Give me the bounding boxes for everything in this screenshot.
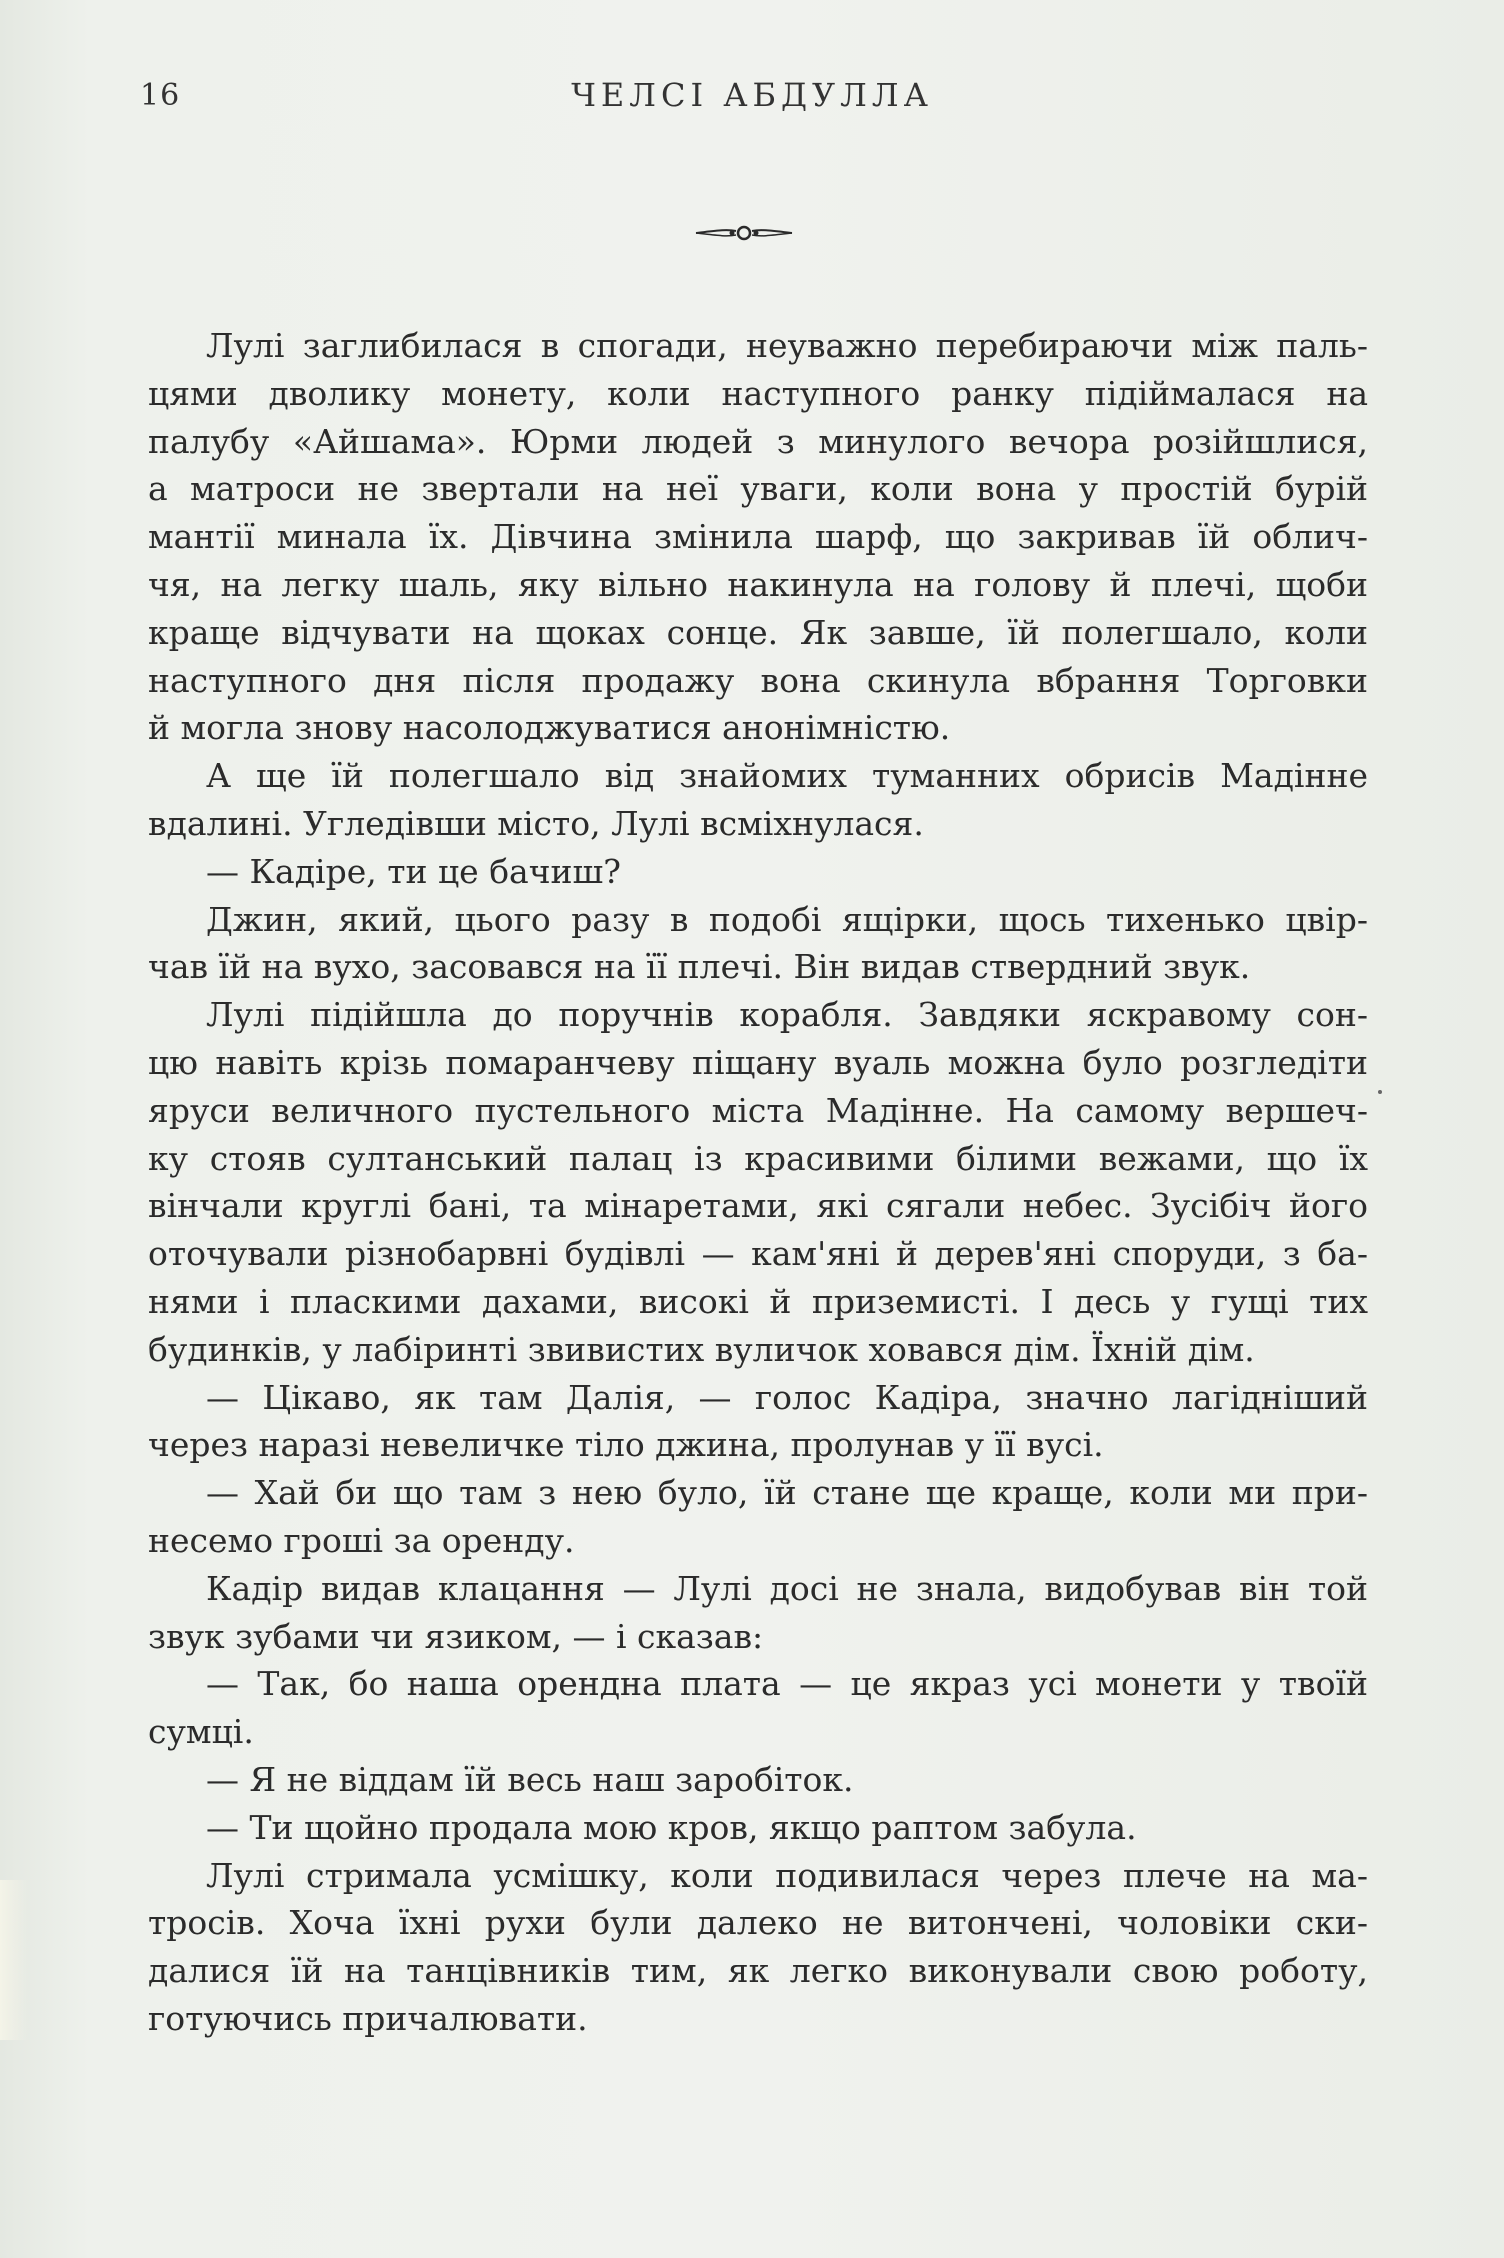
text-line: Кадір видав клацання — Лулі досі не знала, видобував він той [206, 1568, 1368, 1608]
print-speck [1378, 1090, 1382, 1094]
page-edge-shade [0, 1880, 28, 2040]
text-line: будинків, у лабіринті звивистих вуличок ховався дім. Їхній дім. [148, 1329, 1255, 1369]
text-line: — Кадіре, ти це бачиш? [206, 851, 621, 891]
text-line: краще відчувати на щоках сонце. Як завше, їй полегшало, коли [148, 612, 1368, 652]
text-line: — Ти щойно продала мою кров, якщо раптом забула. [206, 1807, 1137, 1847]
text-line: цю навіть крізь помаранчеву піщану вуаль можна було розгледіти [148, 1042, 1368, 1082]
running-title: ЧЕЛСІ АБДУЛЛА [571, 76, 933, 114]
text-line: А ще їй полегшало від знайомих туманних обрисів Мадінне [206, 756, 1368, 796]
text-line: оточували різнобарвні будівлі — кам'яні й дерев'яні споруди, з ба- [148, 1234, 1368, 1274]
text-line: Джин, який, цього разу в подобі ящірки, щось тихенько цвір- [206, 899, 1368, 939]
text-line: несемо гроші за оренду. [148, 1520, 575, 1560]
text-line: вдалині. Угледівши місто, Лулі всміхнулася. [148, 803, 924, 843]
text-line: через наразі невеличке тіло джина, пролунав у її вусі. [148, 1425, 1104, 1465]
text-line: сумці. [148, 1712, 254, 1752]
text-line: яруси величного пустельного міста Мадінне. На самому вершеч- [148, 1090, 1368, 1130]
text-line: ку стояв султанський палац із красивими білими вежами, що їх [148, 1138, 1368, 1178]
text-line: далися їй на танцівників тим, як легко виконували свою роботу, [148, 1951, 1368, 1991]
text-line: чя, на легку шаль, яку вільно накинула на голову й плечі, щоби [148, 564, 1368, 604]
text-line: — Так, бо наша орендна плата — це якраз усі монети у твоїй [206, 1664, 1368, 1704]
text-line: цями дволику монету, коли наступного ранку підіймалася на [148, 373, 1368, 413]
body-text [148, 322, 1368, 2043]
text-line: палубу «Айшама». Юрми людей з минулого вечора розійшлися, [148, 421, 1368, 461]
text-line: звук зубами чи язиком, — і сказав: [148, 1616, 764, 1656]
text-line: — Хай би що там з нею було, їй стане ще краще, коли ми при- [206, 1473, 1368, 1513]
text-line: — Цікаво, як там Далія, — голос Кадіра, значно лагідніший [206, 1377, 1368, 1417]
text-line: Лулі підійшла до поручнів корабля. Завдяки яскравому сон- [206, 995, 1368, 1035]
text-line: тросів. Хоча їхні рухи були далеко не витончені, чоловіки ски- [148, 1903, 1368, 1943]
text-line: вінчали круглі бані, та мінаретами, які сягали небес. Зусібіч його [148, 1186, 1368, 1226]
text-line: Лулі стримала усмішку, коли подивилася через плече на ма- [206, 1855, 1368, 1895]
text-line: — Я не віддам їй весь наш заробіток. [206, 1759, 854, 1799]
text-line: й могла знову насолоджуватися анонімністю. [148, 708, 951, 748]
text-line: нями і пласкими дахами, високі й приземисті. І десь у гущі тих [148, 1281, 1368, 1321]
page-number: 16 [140, 78, 181, 113]
scroll-ornament-icon [694, 218, 794, 248]
text-line: наступного дня після продажу вона скинула вбрання Торговки [148, 660, 1368, 700]
text-line: а матроси не звертали на неї уваги, коли вона у простій бурій [148, 469, 1368, 509]
text-line: мантії минала їх. Дівчина змінила шарф, що закривав їй облич- [148, 517, 1368, 557]
text-line: Лулі заглибилася в спогади, неуважно перебираючи між паль- [206, 326, 1368, 365]
text-line: готуючись причалювати. [148, 1998, 588, 2038]
text-line: чав їй на вухо, засовався на її плечі. Він видав ствердний звук. [148, 947, 1251, 987]
